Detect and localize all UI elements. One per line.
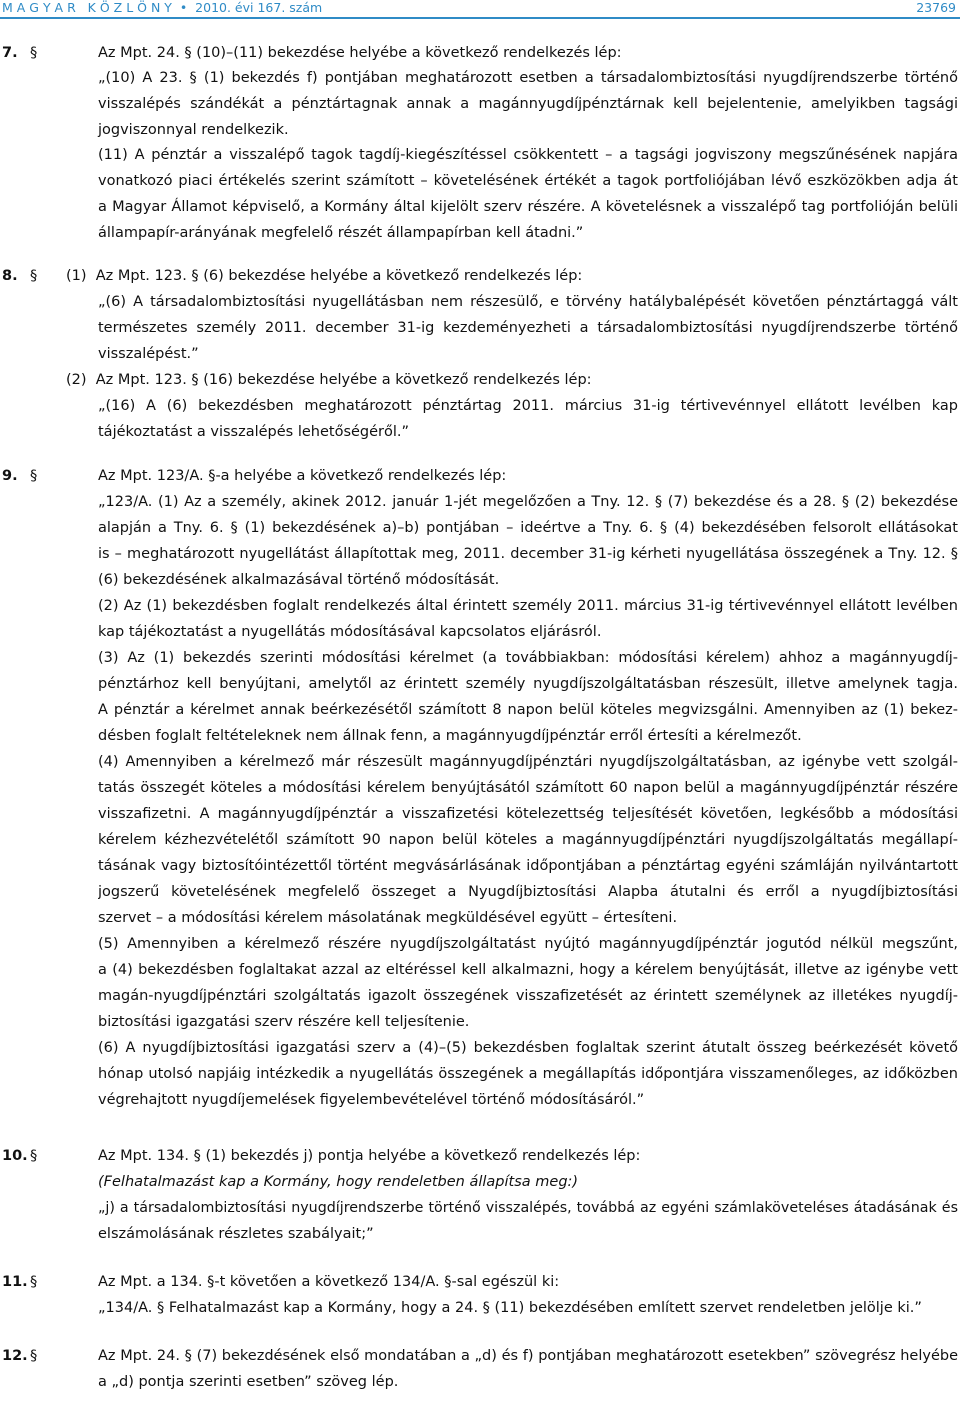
text-line: végrehajtott nyugdíjemelések figyelembevételével történő módosításáról.” <box>98 1092 645 1108</box>
text-line: (1) Az Mpt. 123. § (6) bekezdése helyébe a következő rendelkezés lép: <box>66 268 583 284</box>
text-line: pénztárhoz kell benyújtani, amelytől az érintett személy nyugdíjszolgáltatásban részesült, illetve amelynek tagja. <box>98 676 958 692</box>
text-line: Az Mpt. 24. § (7) bekezdésének első mondatában a „d) és f) pontjában meghatározott esetekben” szövegrész helyébe <box>98 1348 958 1364</box>
text-line: „(6) A társadalombiztosítási nyugellátásban nem részesülő, e törvény hatálybalépését követően pénztártaggá vált <box>98 294 958 310</box>
text-line: „j) a társadalombiztosítási nyugdíjrendszerbe történő visszalépés, továbbá az egyéni számlaköveteléses átadásának és <box>98 1200 958 1216</box>
section-number: 8. <box>2 268 18 284</box>
text-line: (4) Amennyiben a kérelmező már részesült magánnyugdíjpénztári nyugdíjszolgáltatásban, az igénybe vett szolgál- <box>98 754 958 770</box>
text-line: visszalépés szándékát a pénztártagnak annak a magánnyugdíjpénztárnak kell bejelentenie, amelyikben tagsági <box>98 96 958 112</box>
text-line: alapján a Tny. 6. § (1) bekezdésének a)–b) pontjában – ideértve a Tny. 6. § (4) bekezdésében felsorolt ellátásokat <box>98 520 958 536</box>
section-number: 10. <box>2 1148 28 1164</box>
section-number: 11. <box>2 1274 28 1290</box>
text-line: Az Mpt. 134. § (1) bekezdés j) pontja helyébe a következő rendelkezés lép: <box>98 1148 641 1164</box>
header-rule <box>0 17 960 19</box>
text-line: tájékoztatást a visszalépés lehetőségéről.” <box>98 424 410 440</box>
section-number: 12. <box>2 1348 28 1364</box>
text-line: a (4) bekezdésben foglaltakat azzal az eltéréssel kell alkalmazni, hogy a kérelem benyújtását, illetve az igénybe vett <box>98 962 958 978</box>
text-line: tatás összegét köteles a módosítási kérelem benyújtásától számított 60 napon belül a magánnyugdíjpénztár részére <box>98 780 958 796</box>
text-line: „123/A. (1) Az a személy, akinek 2012. január 1-jét megelőzően a Tny. 12. § (7) bekezdése és a 28. § (2) bekezdése <box>98 494 958 510</box>
section-sign: § <box>30 268 38 284</box>
text-line: természetes személy 2011. december 31-ig kezdeményezheti a társadalombiztosítási nyugdíjrendszerbe történő <box>98 320 958 336</box>
text-line: kap tájékoztatást a nyugellátás módosításával kapcsolatos eljárásról. <box>98 624 602 640</box>
text-line: magán-nyugdíjpénztári szolgáltatás igazolt összegének visszafizetését az érintett személynek az illetékes nyugdíj- <box>98 988 958 1004</box>
section-sign: § <box>30 45 38 61</box>
text-line: tásának vagy biztosítóintézettől történt megvásárlásának időpontjában a pénztártag egyéni számláján nyilvántartott <box>98 858 958 874</box>
text-line: jogviszonnyal rendelkezik. <box>98 122 289 138</box>
text-line: (11) A pénztár a visszalépő tagok tagdíj-kiegészítéssel csökkentett – a tagsági jogviszony megszűnésének napjára <box>98 147 958 163</box>
text-line: jogszerű követelésének megfelelő összeget a Nyugdíjbiztosítási Alapba átutalni és erről a nyugdíjbiztosítási <box>98 884 958 900</box>
text-line: A pénztár a kérelmet annak beérkezésétől számított 8 napon belül köteles megvizsgálni. Amennyiben az (1) bekez- <box>98 702 958 718</box>
text-line: a „d) pontja szerinti esetben” szöveg lép. <box>98 1374 399 1390</box>
text-line: hónap utolsó napjáig intézkedik a nyugellátás összegének a megállapítás időpontjára visszamenőleges, az időközben <box>98 1066 958 1082</box>
text-line: a Magyar Államot képviselő, a Kormány által kijelölt szerv részére. A követelésnek a visszalépő tag portfolióján belüli <box>98 199 958 215</box>
text-line: (6) A nyugdíjbiztosítási igazgatási szerv a (4)–(5) bekezdésben foglaltak szerint átutalt összeg beérkezését követő <box>98 1040 958 1056</box>
text-line: Az Mpt. a 134. §-t követően a következő 134/A. §-sal egészül ki: <box>98 1274 560 1290</box>
text-line: biztosítási igazgatási szerv részére kell teljesítenie. <box>98 1014 470 1030</box>
text-line: (5) Amennyiben a kérelmező részére nyugdíjszolgáltatást nyújtó magánnyugdíjpénztár jogutód nélkül megszűnt, <box>98 936 958 952</box>
text-line: elszámolásának részletes szabályait;” <box>98 1226 374 1242</box>
text-line: désben foglalt feltételeknek nem állnak fenn, a magánnyugdíjpénztár erről értesíti a kérelmezőt. <box>98 728 802 744</box>
section-sign: § <box>30 1274 38 1290</box>
text-line: (2) Az (1) bekezdésben foglalt rendelkezés által érintett személy 2011. március 31-ig tértivevénnyel ellátott levélben <box>98 598 958 614</box>
text-line: (6) bekezdésének alkalmazásával történő módosítását. <box>98 572 500 588</box>
text-line: (Felhatalmazást kap a Kormány, hogy rendeletben állapítsa meg:) <box>98 1174 579 1190</box>
text-line: visszalépést.” <box>98 346 199 362</box>
journal-title: M A G Y A R K Ö Z L Ö N Y • 2010. évi 167. szám <box>2 0 323 15</box>
running-header <box>0 0 960 17</box>
text-line: állampapír-arányának megfelelő részét állampapírban kell átadni.” <box>98 225 584 241</box>
text-line: „(10) A 23. § (1) bekezdés f) pontjában meghatározott esetben a társadalombiztosítási nyugdíjrendszerbe történő <box>98 70 958 86</box>
text-line: Az Mpt. 24. § (10)–(11) bekezdése helyébe a következő rendelkezés lép: <box>98 45 622 61</box>
text-line: is – meghatározott nyugellátást állapítottak meg, 2011. december 31-ig kérheti nyugellátása összegének a Tny. 12. § <box>98 546 958 562</box>
text-line: (2) Az Mpt. 123. § (16) bekezdése helyébe a következő rendelkezés lép: <box>66 372 592 388</box>
section-number: 9. <box>2 468 18 484</box>
page-number: 23769 <box>916 0 956 15</box>
section-sign: § <box>30 468 38 484</box>
section-sign: § <box>30 1348 38 1364</box>
text-line: vonatkozó piaci értékelés szerint számított – követelésének értékét a tagok portfoliójában lévő eszközökben adja át <box>98 173 958 189</box>
text-line: szervet – a módosítási kérelem másolatának megküldésével együtt – értesíteni. <box>98 910 678 926</box>
text-line: (3) Az (1) bekezdés szerinti módosítási kérelmet (a továbbiakban: módosítási kérelem) ahhoz a magánnyugdíj- <box>98 650 958 666</box>
text-line: Az Mpt. 123/A. §-a helyébe a következő rendelkezés lép: <box>98 468 507 484</box>
section-number: 7. <box>2 45 18 61</box>
text-line: kérelem kézhezvételétől számított 90 napon belül köteles a magánnyugdíjpénztári nyugdíjszolgáltatás megállapí- <box>98 832 958 848</box>
text-line: „(16) A (6) bekezdésben meghatározott pénztártag 2011. március 31-ig tértivevénnyel ellátott levélben kap <box>98 398 958 414</box>
text-line: visszafizetni. A magánnyugdíjpénztár a visszafizetési kötelezettség teljesítését követően, legkésőbb a módosítási <box>98 806 958 822</box>
text-line: „134/A. § Felhatalmazást kap a Kormány, hogy a 24. § (11) bekezdésében említett szervet rendeletben jelölje ki.” <box>98 1300 922 1316</box>
section-sign: § <box>30 1148 38 1164</box>
